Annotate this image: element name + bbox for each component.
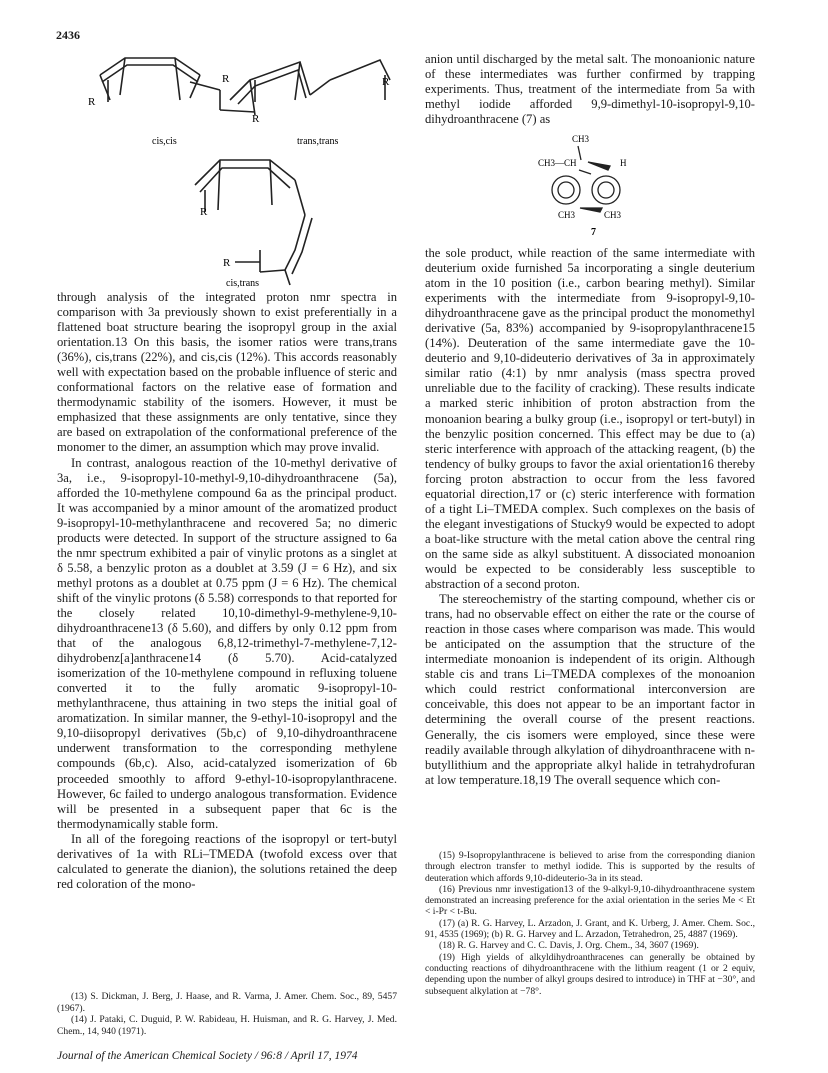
trans-trans-label: trans,trans — [297, 136, 339, 147]
dimer-structures-figure — [80, 40, 410, 290]
r-substituent-label: R — [200, 206, 208, 218]
footnotes-right — [425, 850, 755, 997]
footnote: (18) R. G. Harvey and C. C. Davis, J. Org. Chem., 34, 3607 (1969). — [439, 940, 699, 952]
ch3-bottom-right-label: CH3 — [604, 210, 622, 220]
footnote: (13) S. Dickman, J. Berg, J. Haase, and R. Varma, J. Amer. Chem. Soc., 89, 5457 (1967). — [57, 991, 397, 1014]
ch3-top-label: CH3 — [572, 134, 590, 144]
footnote: (15) 9-Isopropylanthracene is believed to arise from the corresponding dianion through electron transfer to methyl iodide. This is supported by the results of deuteration which affords 9,10-dideuterio-3a in its stead. — [425, 850, 755, 884]
r-substituent-label: R — [222, 73, 230, 85]
footnote: (19) High yields of alkyldihydroanthracenes can generally be obtained by conducting reactions of dihydroanthracene with the lithium reagent (1 or 2 equiv, depending upon the number of alkyl groups desired to introduce) in THF at −30°, and subsequent alkylation at −78°. — [425, 951, 755, 997]
footnote: (17) (a) R. G. Harvey, L. Arzadon, J. Grant, and K. Urberg, J. Amer. Chem. Soc., 91, 4535 (1969); (b) R. G. Harvey and L. Arzadon, Tetrahedron, 25, 4887 (1969). — [425, 917, 755, 941]
right-column-top — [425, 52, 755, 127]
ch3-ch-label: CH3—CH — [538, 158, 577, 168]
paragraph: In all of the foregoing reactions of the isopropyl or tert-butyl derivatives of 1a with RLi–TMEDA (twofold excess over that calculated to generate the dianion), the solutions retained the deep red coloration of the mono- — [57, 831, 397, 891]
footnotes-left — [57, 991, 397, 1037]
paragraph: The stereochemistry of the starting compound, whether cis or trans, had no observable effect on either the rate or the course of reaction in those cases where comparison was made. This would be anticipated on the assumption that the structure of the intermediate monoanion is independent of its origin. Although stable cis and trans Li–TMEDA complexes of the monoanion which could restrict conformational interconversion are conceivable, this does not appear to be an important factor in determining the overall course of the present reactions. Generally, the cis isomers were employed, since these were readily available through alkylation of dihydroanthracene with n-butyllithium and the appropriate alkyl halide in tetrahydrofuran at low temperature.18,19 The overall sequence which con- — [425, 592, 755, 787]
right-column — [425, 246, 755, 788]
paragraph: the sole product, while reaction of the same intermediate with deuterium oxide furnished 5a incorporating a single deuterium atom in the 10 position (i.e., carbon bearing methyl). Similar experiments with the intermediate from 9-isopropyl-9,10-dihydroanthracene gave as the principal product the monomethyl derivative (5a, 83%) accompanied by 9-isopropylanthracene15 (14%). Deuteration of the same intermediate gave the 10-deuterio and 9,10-dideuterio derivatives of 3a in approximately similar ratio (4:1) by nmr analysis (mass spectra proved unreliable due to the facility of cracking). These results indicate a marked steric inhibition of proton abstraction from the monoanion bearing a bulky group (i.e., isopropyl or tert-butyl) in the benzylic position concerned. This effect may be due to (a) steric interference with approach of the attacking reagent, (b) the tendency of bulky groups to favor the axial orientation16 thereby forcing proton abstraction to occur from the less favored equatorial direction,17 or (c) steric interference with formation of a tight Li–TMEDA complex. Such complexes on the basis of the elegant investigations of Stucky9 would be expected to adopt a boat-like structure with the metal cation above the central ring on the same side as alkyl substituent. A dissociated monoanion would be expected to be considerably less susceptible to abstraction of a second proton. — [425, 246, 755, 592]
r-substituent-label: R — [252, 113, 260, 125]
page-number: 2436 — [56, 28, 80, 42]
cis-trans-label: cis,trans — [226, 278, 260, 289]
cis-cis-label: cis,cis — [152, 136, 177, 147]
paragraph: through analysis of the integrated proton nmr spectra in comparison with 3a previously shown to exist preferentially in a flattened boat structure bearing the isopropyl group in the axial orientation.13 On this basis, the isomer ratios were trans,trans (36%), cis,trans (22%), and cis,cis (12%). This accords reasonably well with expectation based on the probable influence of steric and conformational factors on the relative ease of formation and thermodynamic stability of the isomers. However, it must be emphasized that these assignments are only tentative, since they are based on extrapolation of the conformational preference of the monomer to the dimer, an assumption which may prove invalid. — [57, 290, 397, 455]
journal-footer: Journal of the American Chemical Society / 96:8 / April 17, 1974 — [57, 1050, 358, 1062]
compound-number: 7 — [591, 227, 596, 238]
r-substituent-label: R — [223, 257, 231, 269]
paragraph: In contrast, analogous reaction of the 10-methyl derivative of 3a, i.e., 9-isopropyl-10-methyl-9,10-dihydroanthracene (5a), afforded the 10-methylene compound 6a as the principal product. It was accompanied by a minor amount of the aromatized product 9-isopropyl-10-methylanthracene and recovered 5a; no dimeric products were detected. In support of the structure assigned to 6a the nmr spectrum exhibited a pair of vinylic protons as a singlet at δ 5.58, a benzylic proton as a doublet at 3.59 (J = 6 Hz), and six methyl protons as a doublet at 0.75 ppm (J = 6 Hz). The chemical shift of the vinylic protons (δ 5.58) corresponds to that reported for the closely related 10,10-dimethyl-9-methylene-9,10-dihydroanthracene13 (δ 5.60), and differs by only 0.12 ppm from that of the analogous 6,8,12-trimethyl-7-methylene-7,12-dihydrobenz[a]anthracene14 (δ 5.70). Acid-catalyzed isomerization of the 10-methylene compound in refluxing toluene converted it to the fully aromatic 9-isopropyl-10-methylanthracene, thus attaining in two steps the initial goal of aromatization. In similar manner, the 9-ethyl-10-isopropyl and the 9,10-diisopropyl derivatives (5b,c) of 9,10-dihydroanthracene underwent transformation to the corresponding methylene compounds (6b,c). Also, acid-catalyzed isomerization of 6b proceeded smoothly to afford 9-ethyl-10-isopropylanthracene. However, 6c failed to undergo analogous transformation. Evidence will be presented in a subsequent paper that 6c is the thermodynamically stable form. — [57, 455, 397, 831]
r-substituent-label: R — [88, 96, 96, 108]
left-column — [57, 290, 397, 892]
r-substituent-label: R — [382, 76, 390, 88]
ch3-bottom-left-label: CH3 — [558, 210, 576, 220]
compound-7-structure — [536, 132, 656, 242]
h-label: H — [620, 158, 627, 168]
paragraph: anion until discharged by the metal salt. The monoanionic nature of these intermediates was further confirmed by trapping experiments. Thus, treatment of the intermediate from 5a with methyl iodide afforded 9,9-dimethyl-10-isopropyl-9,10-dihydroanthracene (7) as — [425, 52, 755, 127]
footnote: (16) Previous nmr investigation13 of the 9-alkyl-9,10-dihydroanthracene system demonstrated an increasing preference for the axial orientation in the series Me < Et < i-Pr < t-Bu. — [425, 883, 755, 918]
footnote: (14) J. Pataki, C. Duguid, P. W. Rabideau, H. Huisman, and R. G. Harvey, J. Med. Chem., 14, 940 (1971). — [57, 1014, 397, 1037]
